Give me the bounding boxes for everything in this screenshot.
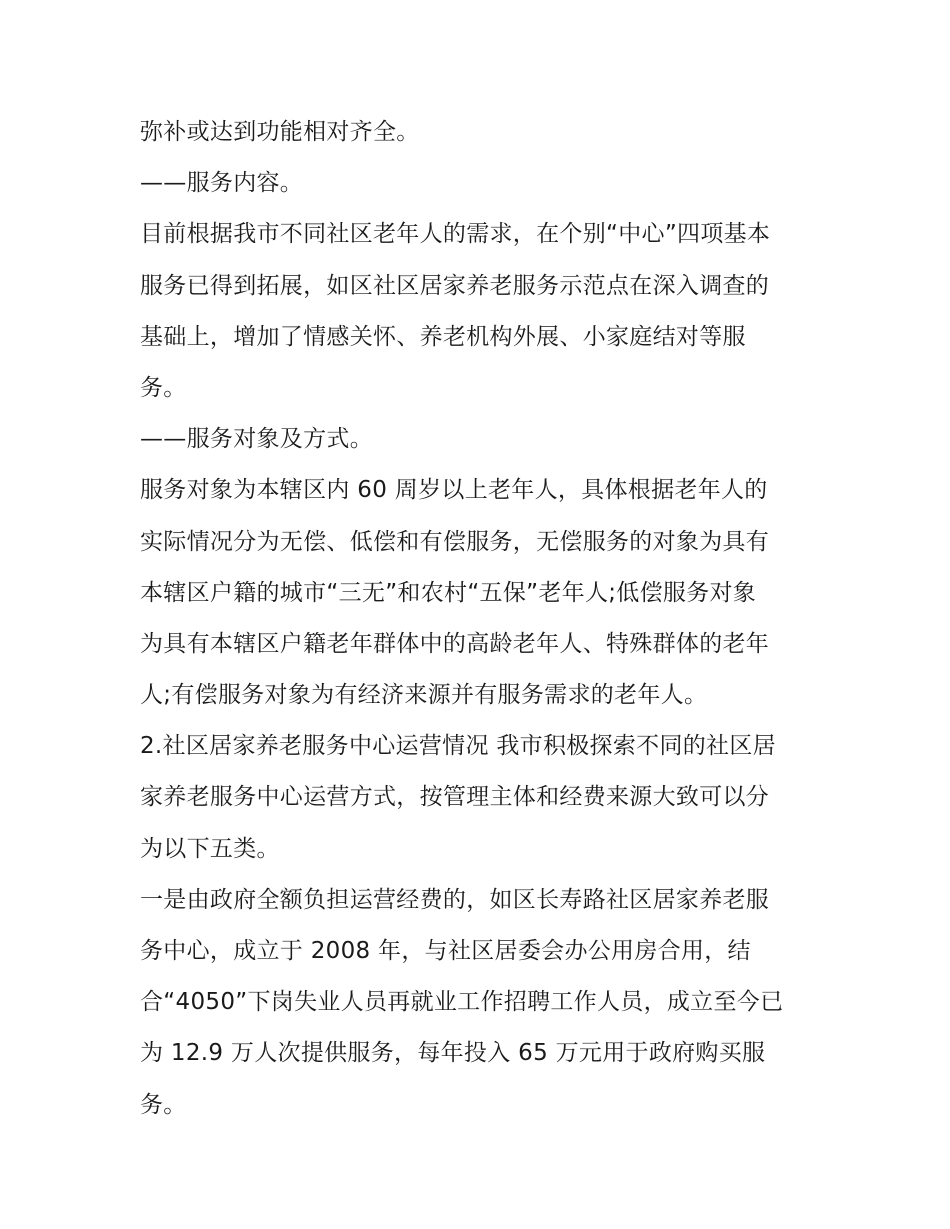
text-line: 基础上，增加了情感关怀、养老机构外展、小家庭结对等服 [140,323,746,350]
text-line: 实际情况分为无偿、低偿和有偿服务，无偿服务的对象为具有 [140,528,770,555]
document-body [140,107,820,1131]
section-heading-service-content: ——服务内容。 [140,170,304,197]
text-line: 服务对象为本辖区内 60 周岁以上老年人，具体根据老年人的 [140,477,768,504]
text-line: 弥补或达到功能相对齐全。 [140,119,420,145]
text-line: 一是由政府全额负担运营经费的，如区长寿路社区居家养老服 [140,886,770,913]
text-line: 为以下五类。 [140,835,280,862]
text-line: 人;有偿服务对象为有经济来源并有服务需求的老年人。 [140,682,708,709]
text-line: 务。 [140,1091,187,1118]
text-line: 目前根据我市不同社区老年人的需求，在个别“中心”四项基本 [140,221,771,248]
text-line: 家养老服务中心运营方式，按管理主体和经费来源大致可以分 [140,784,770,811]
text-line: 务。 [140,374,187,401]
text-line: 为具有本辖区户籍老年群体中的高龄老年人、特殊群体的老年 [140,630,770,657]
section-heading-operations: 2.社区居家养老服务中心运营情况 我市积极探索不同的社区居 [140,733,776,760]
text-line: 服务已得到拓展，如区社区居家养老服务示范点在深入调查的 [140,272,770,299]
text-line: 务中心，成立于 2008 年，与社区居委会办公用房合用，结 [140,938,751,964]
text-line: 为 12.9 万人次提供服务，每年投入 65 万元用于政府购买服 [140,1040,766,1067]
section-heading-service-target: ——服务对象及方式。 [140,426,373,453]
text-line: 本辖区户籍的城市“三无”和农村“五保”老年人;低偿服务对象 [140,579,757,606]
text-line: 合“4050”下岗失业人员再就业工作招聘工作人员，成立至今已 [140,989,784,1016]
